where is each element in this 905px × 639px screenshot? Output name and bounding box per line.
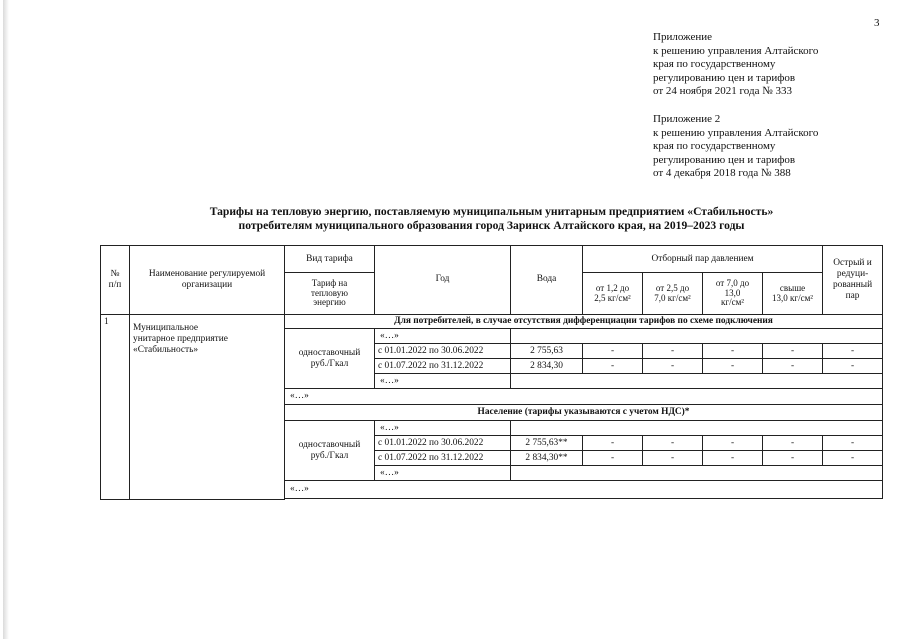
attachment-line: Приложение 2 — [653, 113, 721, 125]
empty-cell — [511, 421, 883, 436]
section-ellipsis: «…» — [285, 481, 883, 499]
tariff-label: одноставочный руб./Гкал — [285, 329, 375, 389]
header-tariff-thermal: Тариф на тепловую энергию — [285, 273, 375, 315]
document-title — [100, 205, 883, 233]
header-num: № п/п — [101, 246, 130, 315]
organization-name: Муниципальное унитарное предприятие «Стабильность» — [130, 315, 285, 500]
header-pressure-4: свыше 13,0 кг/см² — [763, 273, 823, 315]
tariff-label: одноставочный руб./Гкал — [285, 421, 375, 481]
period-cell: с 01.01.2022 по 30.06.2022 — [375, 436, 511, 451]
attachment-line: регулированию цен и тарифов — [653, 153, 796, 166]
pressure-1-cell: - — [583, 344, 643, 359]
tariff-table — [100, 245, 883, 500]
sharp-steam-cell: - — [823, 344, 883, 359]
water-cell: 2 834,30 — [511, 359, 583, 374]
period-cell: с 01.07.2022 по 31.12.2022 — [375, 359, 511, 374]
section-ellipsis: «…» — [285, 389, 883, 405]
section-heading: Для потребителей, в случае отсутствия дифференциации тарифов по схеме подключения — [285, 315, 883, 329]
pressure-1-cell: - — [583, 451, 643, 466]
attachment-line: к решению управления Алтайского — [653, 44, 819, 57]
scan-edge-shadow — [3, 0, 9, 639]
pressure-3-cell: - — [703, 344, 763, 359]
sharp-steam-cell: - — [823, 436, 883, 451]
ellipsis-row: «…» — [375, 374, 511, 389]
pressure-2-cell: - — [643, 451, 703, 466]
period-cell: с 01.01.2022 по 30.06.2022 — [375, 344, 511, 359]
attachment-line: края по государственному — [653, 58, 776, 71]
header-steam: Отборный пар давлением — [583, 246, 823, 273]
header-pressure-3: от 7,0 до 13,0 кг/см² — [703, 273, 763, 315]
pressure-1-cell: - — [583, 359, 643, 374]
header-year: Год — [375, 246, 511, 315]
ellipsis-row: «…» — [375, 466, 511, 481]
water-cell: 2 755,63** — [511, 436, 583, 451]
pressure-4-cell: - — [763, 344, 823, 359]
sharp-steam-cell: - — [823, 359, 883, 374]
header-water: Вода — [511, 246, 583, 315]
attachment-line: регулированию цен и тарифов — [653, 71, 796, 84]
ellipsis-row: «…» — [375, 421, 511, 436]
attachment-note-current — [653, 31, 818, 99]
pressure-3-cell: - — [703, 451, 763, 466]
pressure-4-cell: - — [763, 359, 823, 374]
title-line-1: Тарифы на тепловую энергию, поставляемую муниципальным унитарным предприятием «Стабильность» — [209, 205, 774, 218]
empty-cell — [511, 466, 883, 481]
attachment-line: от 4 декабря 2018 года № 388 — [653, 167, 791, 180]
header-tariff-type: Вид тарифа — [285, 246, 375, 273]
pressure-2-cell: - — [643, 436, 703, 451]
empty-cell — [511, 374, 883, 389]
pressure-3-cell: - — [703, 359, 763, 374]
pressure-3-cell: - — [703, 436, 763, 451]
attachment-line: края по государственному — [653, 140, 776, 153]
pressure-2-cell: - — [643, 359, 703, 374]
period-cell: с 01.07.2022 по 31.12.2022 — [375, 451, 511, 466]
pressure-2-cell: - — [643, 344, 703, 359]
header-pressure-2: от 2,5 до 7,0 кг/см² — [643, 273, 703, 315]
pressure-4-cell: - — [763, 436, 823, 451]
empty-cell — [511, 329, 883, 344]
attachment-note-original — [653, 113, 818, 181]
water-cell: 2 755,63 — [511, 344, 583, 359]
pressure-4-cell: - — [763, 451, 823, 466]
attachment-line: Приложение — [653, 31, 713, 43]
attachment-line: к решению управления Алтайского — [653, 126, 819, 139]
header-sharp-steam: Острый и редуци- рованный пар — [823, 246, 883, 315]
pressure-1-cell: - — [583, 436, 643, 451]
page-number: 3 — [874, 17, 880, 29]
attachment-line: от 24 ноября 2021 года № 333 — [653, 85, 792, 98]
header-org: Наименование регулируемой организации — [130, 246, 285, 315]
section-heading: Население (тарифы указываются с учетом НДС)* — [285, 405, 883, 421]
header-pressure-1: от 1,2 до 2,5 кг/см² — [583, 273, 643, 315]
ellipsis-row: «…» — [375, 329, 511, 344]
row-number: 1 — [101, 315, 130, 500]
water-cell: 2 834,30** — [511, 451, 583, 466]
title-line-2: потребителям муниципального образования город Заринск Алтайского края, на 2019–2023 годы — [238, 219, 745, 232]
sharp-steam-cell: - — [823, 451, 883, 466]
